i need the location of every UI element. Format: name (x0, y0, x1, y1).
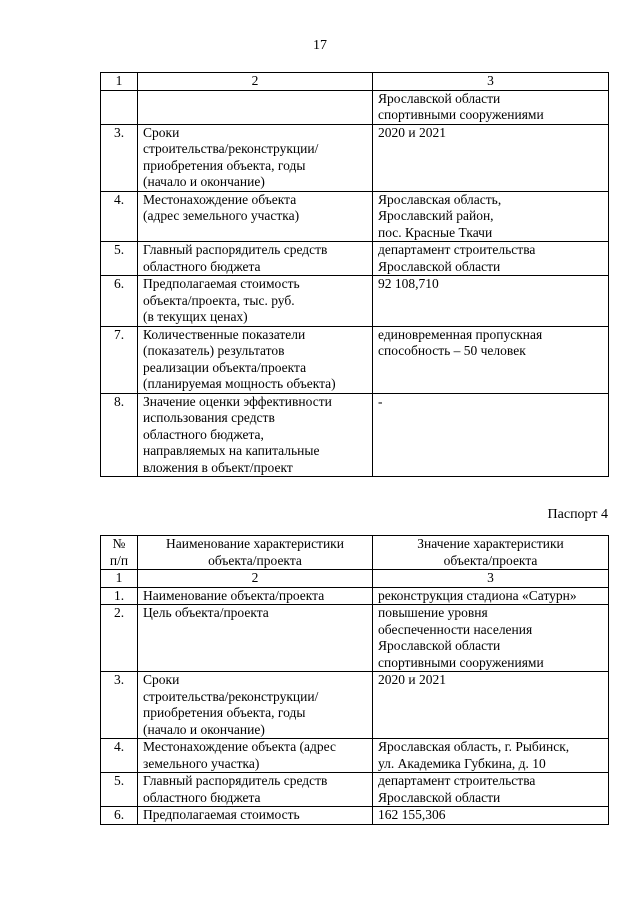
passport-4-table (100, 535, 609, 825)
table-row (101, 191, 609, 242)
characteristic-value: 2020 и 2021 (373, 124, 609, 191)
characteristic-value: - (373, 393, 609, 477)
characteristic-name: Местонахождение объекта (адрес земельного участка) (138, 191, 373, 242)
column-title-name: Наименование характеристики объекта/проекта (138, 536, 373, 570)
column-number-cell: 2 (138, 73, 373, 91)
characteristic-name: Наименование объекта/проекта (138, 587, 373, 605)
column-number-row (101, 73, 609, 91)
characteristic-name (138, 90, 373, 124)
table-row (101, 807, 609, 825)
row-number: 6. (101, 807, 138, 825)
characteristic-name: Главный распорядитель средств областного бюджета (138, 773, 373, 807)
column-title-value: Значение характеристики объекта/проекта (373, 536, 609, 570)
column-title-number: № п/п (101, 536, 138, 570)
characteristic-value: Ярославской области спортивными сооружениями (373, 90, 609, 124)
table-row (101, 276, 609, 327)
characteristic-value: Ярославская область, г. Рыбинск, ул. Академика Губкина, д. 10 (373, 739, 609, 773)
column-number-cell: 2 (138, 570, 373, 588)
characteristic-name: Значение оценки эффективности использования средств областного бюджета, направляемых на капитальные вложения в объект/проект (138, 393, 373, 477)
page-number: 17 (313, 38, 327, 53)
characteristic-value: 2020 и 2021 (373, 672, 609, 739)
passport-3-table-continued (100, 72, 609, 477)
row-number: 5. (101, 773, 138, 807)
characteristic-name: Сроки строительства/реконструкции/ приобретения объекта, годы (начало и окончание) (138, 124, 373, 191)
characteristic-value: Ярославская область, Ярославский район, пос. Красные Ткачи (373, 191, 609, 242)
row-number: 4. (101, 191, 138, 242)
table-row (101, 326, 609, 393)
characteristic-name: Местонахождение объекта (адрес земельного участка) (138, 739, 373, 773)
characteristic-value: повышение уровня обеспеченности населения Ярославской области спортивными сооружениями (373, 605, 609, 672)
column-number-row (101, 570, 609, 588)
characteristic-value: 92 108,710 (373, 276, 609, 327)
row-number: 1. (101, 587, 138, 605)
row-number: 6. (101, 276, 138, 327)
passport-label: Паспорт 4 (547, 507, 608, 522)
column-number-cell: 1 (101, 570, 138, 588)
column-title-row (101, 536, 609, 570)
characteristic-value: департамент строительства Ярославской области (373, 773, 609, 807)
table-row (101, 90, 609, 124)
characteristic-value: 162 155,306 (373, 807, 609, 825)
table-row (101, 587, 609, 605)
column-number-cell: 3 (373, 73, 609, 91)
table-row (101, 605, 609, 672)
characteristic-name: Сроки строительства/реконструкции/ приобретения объекта, годы (начало и окончание) (138, 672, 373, 739)
column-number-cell: 3 (373, 570, 609, 588)
row-number: 3. (101, 672, 138, 739)
characteristic-value: единовременная пропускная способность – 50 человек (373, 326, 609, 393)
characteristic-value: департамент строительства Ярославской области (373, 242, 609, 276)
characteristic-name: Предполагаемая стоимость объекта/проекта, тыс. руб. (в текущих ценах) (138, 276, 373, 327)
row-number (101, 90, 138, 124)
table-row (101, 739, 609, 773)
row-number: 8. (101, 393, 138, 477)
table-row (101, 124, 609, 191)
characteristic-name: Предполагаемая стоимость (138, 807, 373, 825)
characteristic-value: реконструкция стадиона «Сатурн» (373, 587, 609, 605)
row-number: 3. (101, 124, 138, 191)
row-number: 4. (101, 739, 138, 773)
column-number-cell: 1 (101, 73, 138, 91)
table-row (101, 773, 609, 807)
row-number: 5. (101, 242, 138, 276)
table-row (101, 672, 609, 739)
table-row (101, 242, 609, 276)
characteristic-name: Количественные показатели (показатель) результатов реализации объекта/проекта (планируемая мощность объекта) (138, 326, 373, 393)
row-number: 7. (101, 326, 138, 393)
table-row (101, 393, 609, 477)
row-number: 2. (101, 605, 138, 672)
characteristic-name: Цель объекта/проекта (138, 605, 373, 672)
characteristic-name: Главный распорядитель средств областного бюджета (138, 242, 373, 276)
